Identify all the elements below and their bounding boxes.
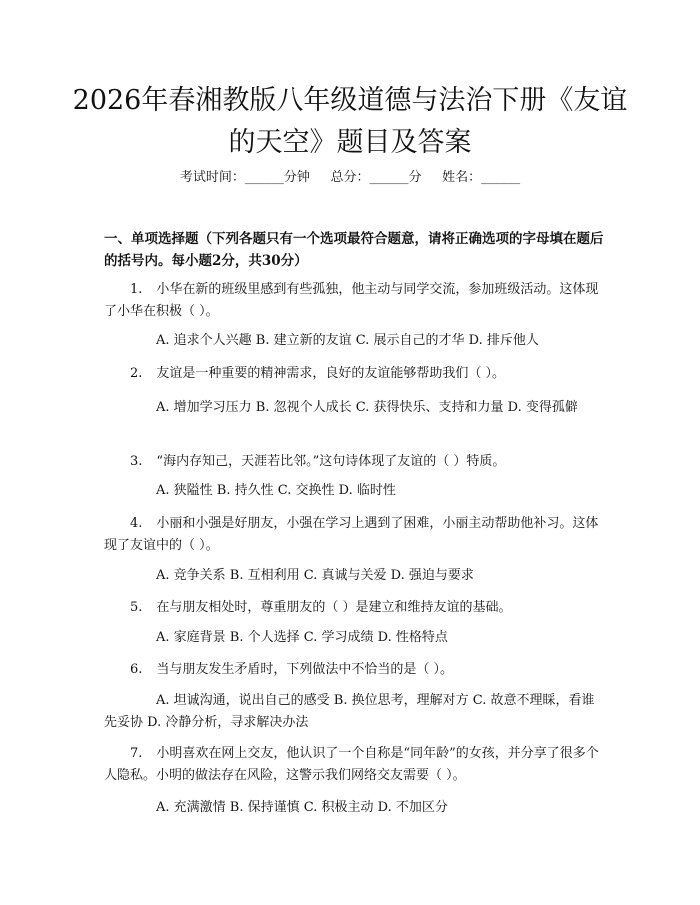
question-text: 小明喜欢在网上交友，他认识了一个自称是“同年龄”的女孩，并分享了很多个人隐私。小明的做法存在风险，这警示我们网络交友需要（ ）。 — [104, 746, 599, 783]
question-text: “海内存知己，天涯若比邻。”这句诗体现了友谊的（ ）特质。 — [156, 454, 506, 469]
question-stem — [104, 279, 602, 323]
question-text: 当与朋友发生矛盾时，下列做法中不恰当的是（ ）。 — [156, 662, 454, 677]
question-stem — [104, 597, 602, 619]
document-title: 2026年春湘教版八年级道德与法治下册《友谊的天空》题目及答案 — [72, 85, 628, 158]
question-options: A. 充满激情 B. 保持谨慎 C. 积极主动 D. 不加区分 — [156, 800, 448, 815]
question-options: A. 家庭背景 B. 个人选择 C. 学习成绩 D. 性格特点 — [156, 630, 448, 645]
question-options: A. 坦诚沟通，说出自己的感受 B. 换位思考，理解对方 C. 故意不理睬，看谁先妥协 D. 冷静分析，寻求解决办法 — [104, 693, 595, 730]
question-number: 3 . — [104, 451, 142, 473]
question-number: 2 . — [104, 363, 142, 385]
question-number: 1 . — [104, 279, 142, 301]
question-text: 小丽和小强是好朋友，小强在学习上遇到了困难，小丽主动帮助他补习。这体现了友谊中的（ ）。 — [104, 516, 599, 553]
question-stem — [104, 513, 602, 557]
question-text: 友谊是一种重要的精神需求，良好的友谊能够帮助我们（ ）。 — [156, 366, 506, 381]
question-options: A. 狭隘性 B. 持久性 C. 交换性 D. 临时性 — [156, 483, 396, 498]
question-number: 5 . — [104, 597, 142, 619]
question-stem — [104, 451, 602, 473]
question-stem — [104, 363, 602, 385]
question-number: 6 . — [104, 659, 142, 681]
question-number: 7 . — [104, 743, 142, 765]
question-stem — [104, 743, 602, 787]
question-options: A. 竞争关系 B. 互相利用 C. 真诚与关爱 D. 强迫与要求 — [156, 568, 474, 583]
question-options: A. 增加学习压力 B. 忽视个人成长 C. 获得快乐、支持和力量 D. 变得孤僻 — [156, 400, 578, 415]
question-number: 4 . — [104, 513, 142, 535]
question-text: 在与朋友相处时，尊重朋友的（ ）是建立和维持友谊的基础。 — [156, 600, 512, 615]
section-heading: 一、单项选择题（下列各题只有一个选项最符合题意，请将正确选项的字母填在题后的括号内。每小题2分，共30分） — [104, 231, 604, 269]
exam-info-line: 考试时间：______分钟 总分：______分 姓名：______ — [179, 170, 521, 185]
question-stem — [104, 659, 602, 681]
question-options: A. 追求个人兴趣 B. 建立新的友谊 C. 展示自己的才华 D. 排斥他人 — [156, 333, 539, 348]
question-text: 小华在新的班级里感到有些孤独，他主动与同学交流，参加班级活动。这体现了小华在积极（ ）。 — [104, 282, 599, 319]
